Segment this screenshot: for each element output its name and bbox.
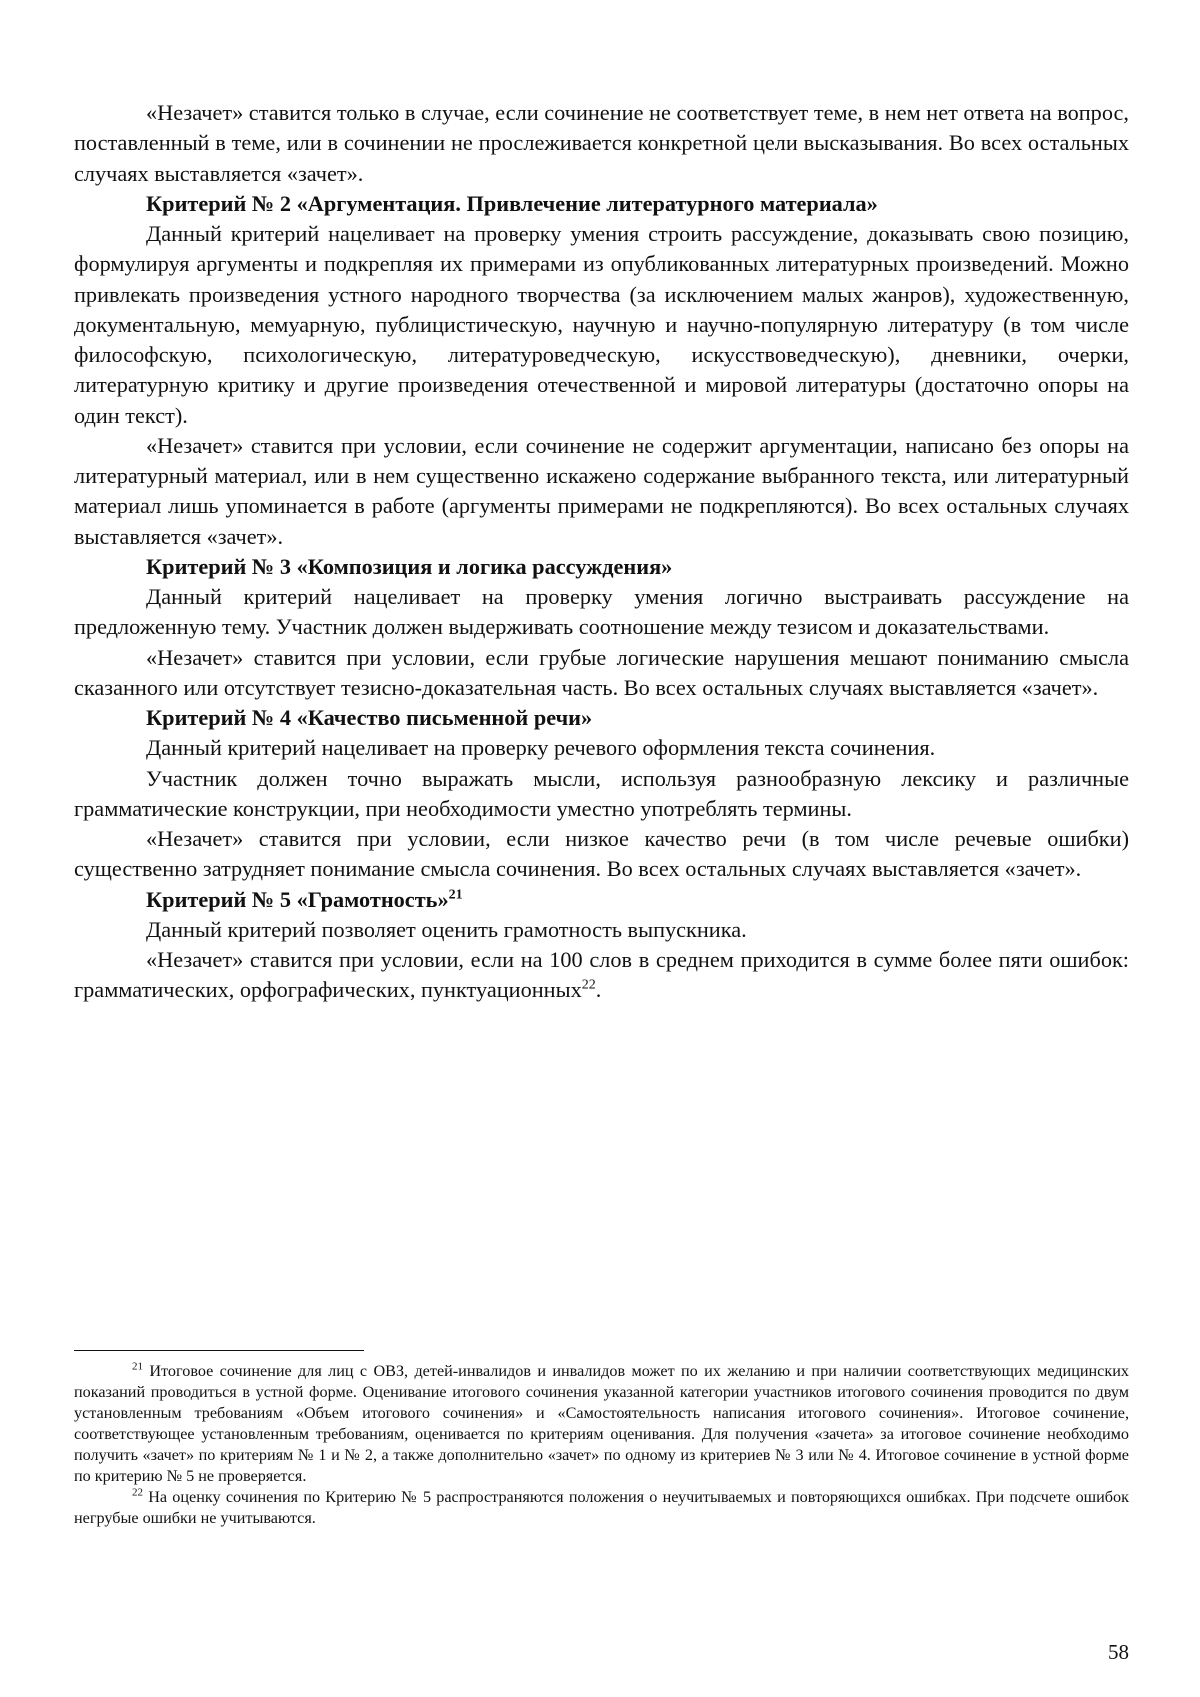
footnote-21-text: Итоговое сочинение для лиц с ОВЗ, детей-инвалидов и инвалидов может по их желанию и при наличии соответствующих медицинских показаний проводиться в устной форме. Оценивание итогового сочинения указанной категории участников итогового сочинения проводится по двум установленным требованиям «Объем итогового сочинения» и «Самостоятельность написания итогового сочинения». Итоговое сочинение, соответствующее установленным требованиям, оценивается по критериям оценивания. Для получения «зачета» за итоговое сочинение необходимо получить «зачет» по критериям № 1 и № 2, а также дополнительно «зачет» по одному из критериев № 3 или № 4. Итоговое сочинение в устной форме по критерию № 5 не проверяется. xyxy=(74,1362,1129,1485)
paragraph-criterion2-description: Данный критерий нацеливает на проверку умения строить рассуждение, доказывать свою позицию, формулируя аргументы и подкрепляя их примерами из опубликованных литературных произведений. Можно привлекать произведения устного народного творчества (за исключением малых жанров), художественную, документальную, мемуарную, публицистическую, научную и научно-популярную литературу (в том числе философскую, психологическую, литературоведческую, искусствоведческую), дневники, очерки, литературную критику и другие произведения отечественной и мировой литературы (достаточно опоры на один текст). xyxy=(74,221,1129,428)
heading-criterion-5 xyxy=(74,885,1129,915)
footnote-21-mark: 21 xyxy=(132,1360,143,1373)
footnote-22-text: На оценку сочинения по Критерию № 5 распространяются положения о неучитываемых и повторяющихся ошибках. При подсчете ошибок негрубые ошибки не учитываются. xyxy=(74,1488,1129,1527)
paragraph-criterion3-description: Данный критерий нацеливает на проверку умения логично выстраивать рассуждение на предложенную тему. Участник должен выдерживать соотношение между тезисом и доказательствами. xyxy=(74,584,1129,640)
footnote-22 xyxy=(74,1487,1129,1529)
paragraph-criterion4-description: Данный критерий нацеливает на проверку речевого оформления текста сочинения. xyxy=(146,735,936,761)
footnote-separator xyxy=(74,1350,364,1351)
heading-criterion-2: Критерий № 2 «Аргументация. Привлечение литературного материала» xyxy=(146,190,878,216)
paragraph-criterion3-fail: «Незачет» ставится при условии, если грубые логические нарушения мешают пониманию смысла сказанного или отсутствует тезисно-доказательная часть. Во всех остальных случаях выставляется «зачет». xyxy=(74,644,1129,700)
footnote-ref-21[interactable]: 21 xyxy=(448,887,463,903)
page-number: 58 xyxy=(1108,1640,1129,1664)
paragraph-criterion5-description: Данный критерий позволяет оценить грамотность выпускника. xyxy=(146,916,747,942)
heading-criterion-4: Критерий № 4 «Качество письменной речи» xyxy=(146,705,593,730)
heading-criterion-5-text: Критерий № 5 «Грамотность» xyxy=(146,886,449,912)
footnote-21 xyxy=(74,1361,1129,1487)
paragraph-criterion2-fail: «Незачет» ставится при условии, если сочинение не содержит аргументации, написано без опоры на литературный материал, или в нем существенно искажено содержание выбранного текста, или литературный материал лишь упоминается в работе (аргументы примерами не подкрепляются). Во всех остальных случаях выставляется «зачет». xyxy=(74,432,1129,549)
footnote-22-mark: 22 xyxy=(132,1486,143,1499)
footnotes xyxy=(74,1361,1129,1529)
paragraph-criterion4-participant: Участник должен точно выражать мысли, используя разнообразную лексику и различные грамматические конструкции, при необходимости уместно употреблять термины. xyxy=(74,765,1129,821)
paragraph-criterion5-fail-end: . xyxy=(595,977,602,1003)
paragraph-criterion5-fail xyxy=(74,945,1129,1006)
footnote-ref-22[interactable]: 22 xyxy=(581,977,596,993)
paragraph-criterion4-fail: «Незачет» ставится при условии, если низкое качество речи (в том числе речевые ошибки) существенно затрудняет понимание смысла сочинения. Во всех остальных случаях выставляется «зачет». xyxy=(74,826,1129,882)
paragraph-criterion1-fail: «Незачет» ставится только в случае, если сочинение не соответствует теме, в нем нет ответа на вопрос, поставленный в теме, или в сочинении не прослеживается конкретной цели высказывания. Во всех остальных случаях выставляется «зачет». xyxy=(74,100,1129,186)
main-text xyxy=(74,98,1129,1006)
heading-criterion-3: Критерий № 3 «Композиция и логика рассуждения» xyxy=(146,553,673,579)
paragraph-criterion5-fail-text: «Незачет» ставится при условии, если на 100 слов в среднем приходится в сумме более пяти ошибок: грамматических, орфографических, пунктуационных xyxy=(74,947,1129,1003)
